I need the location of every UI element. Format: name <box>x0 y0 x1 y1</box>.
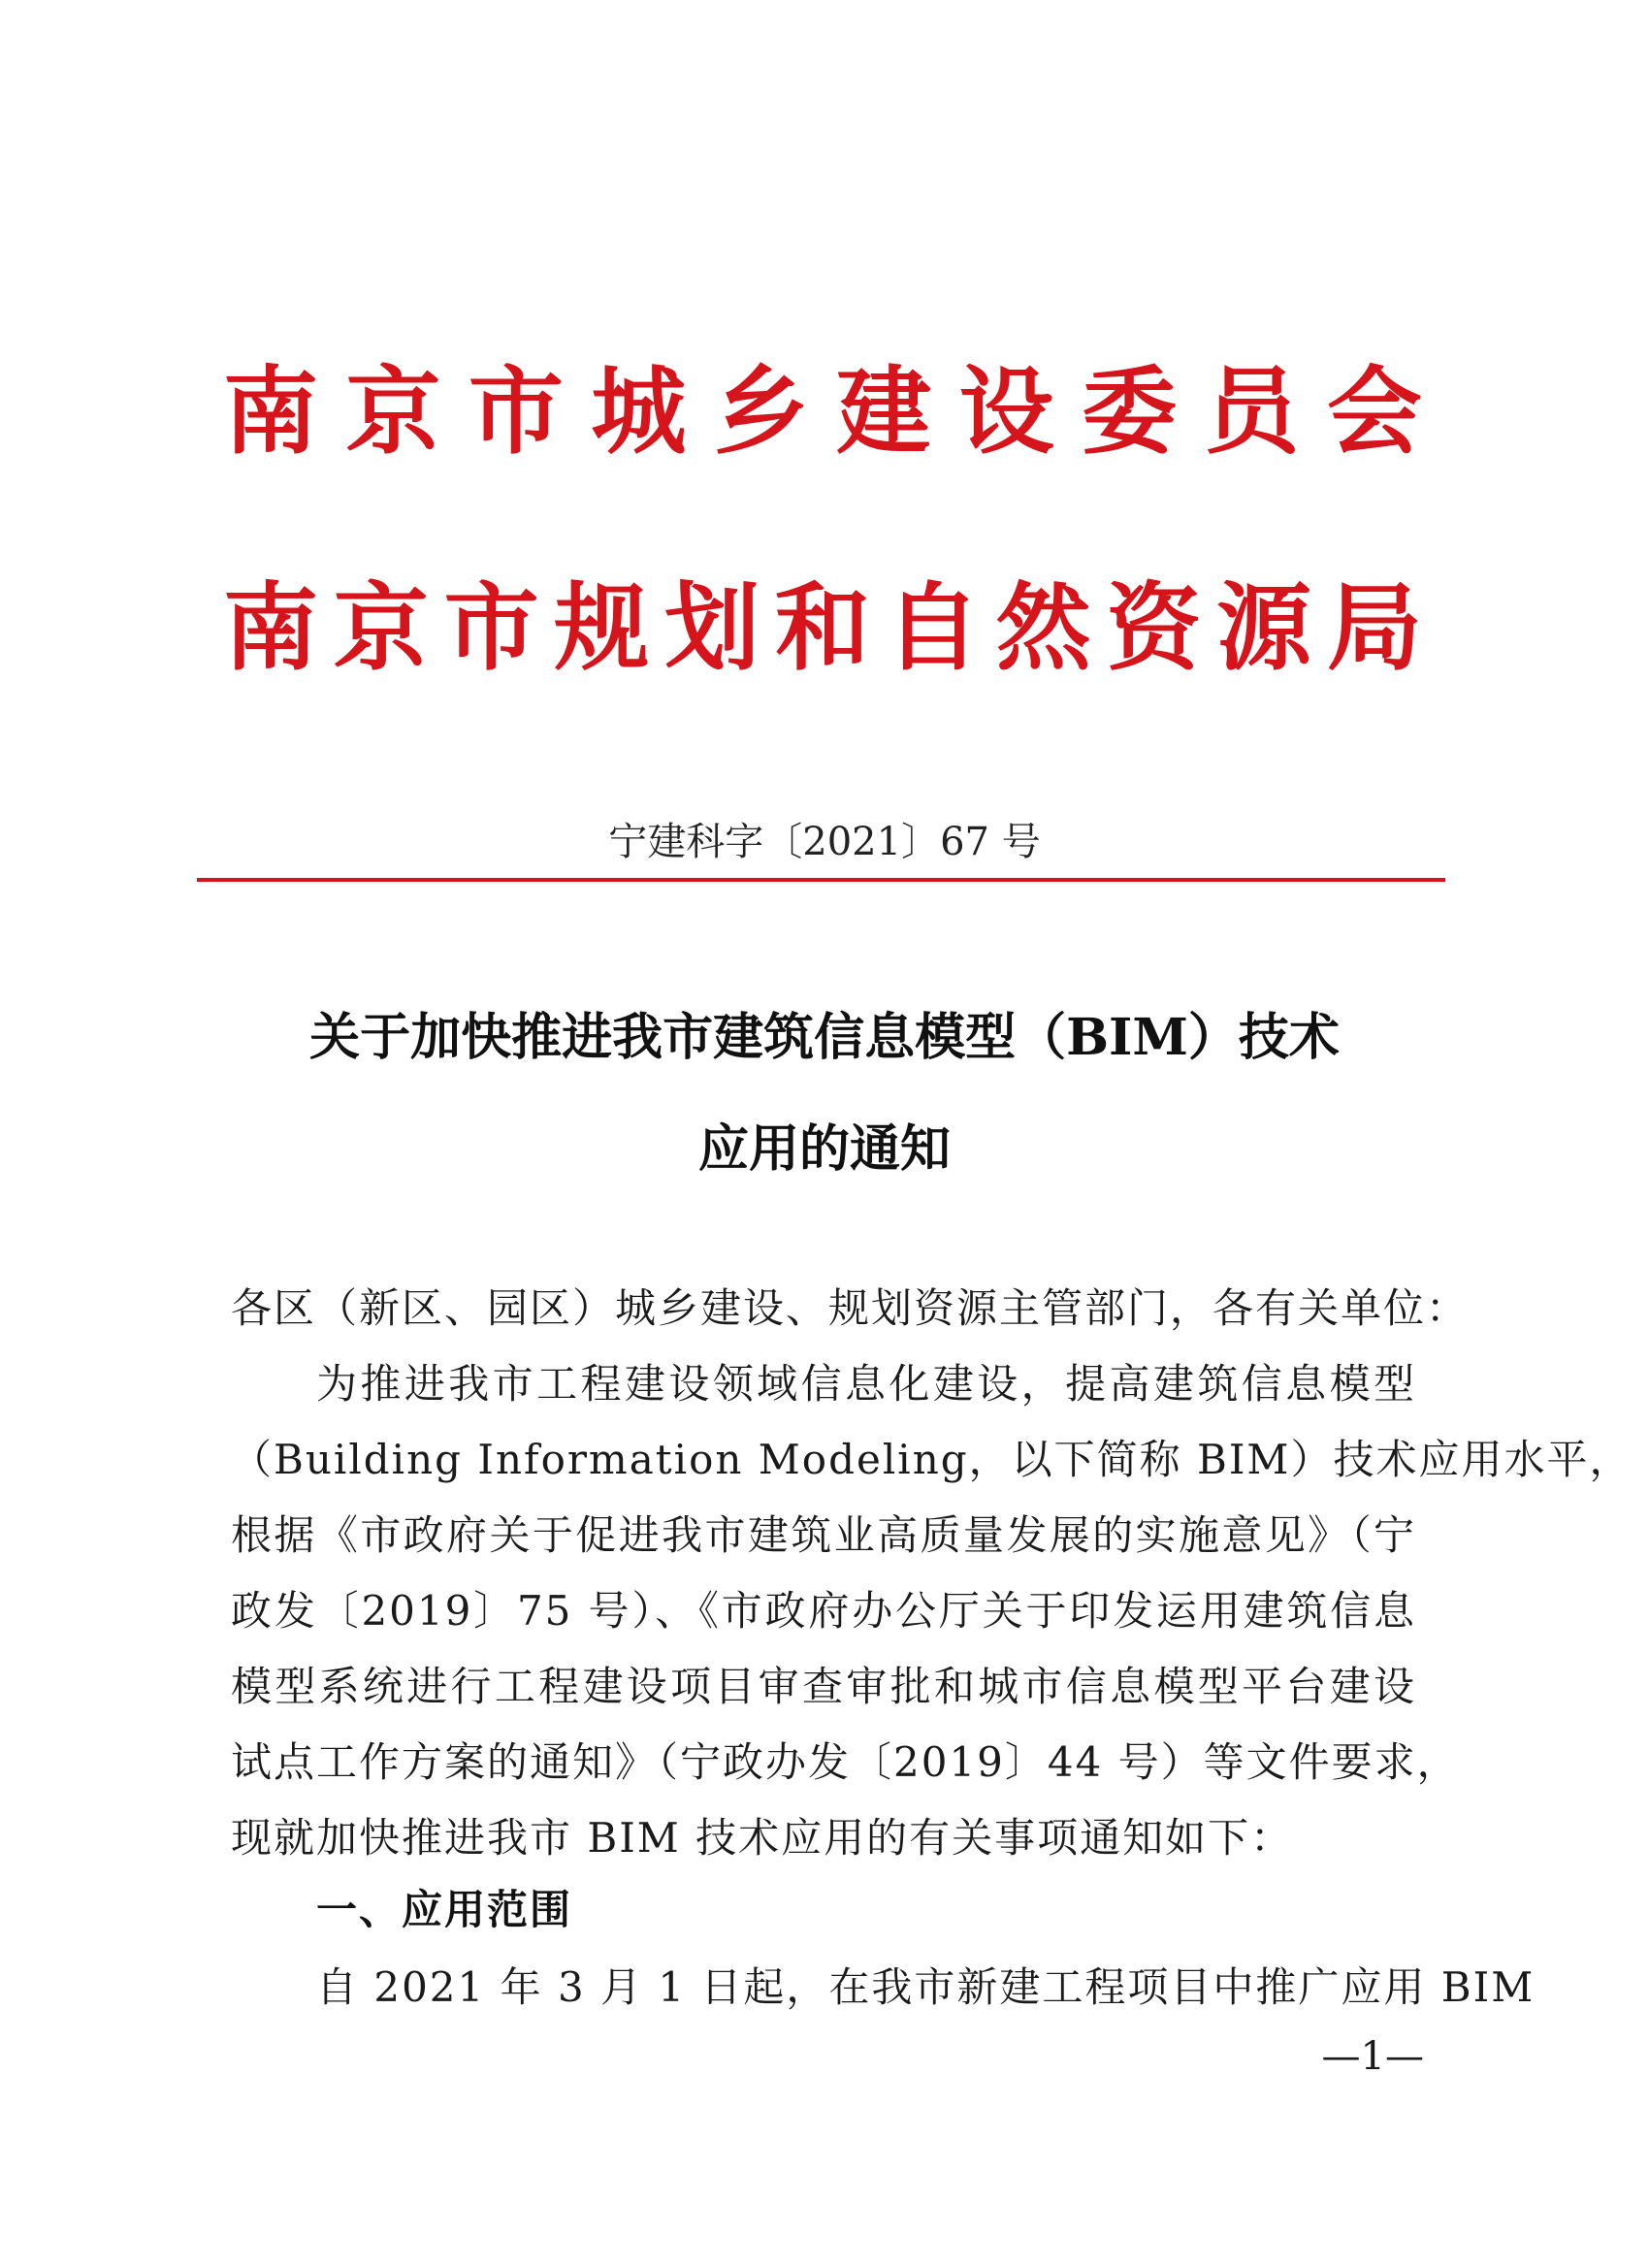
body-line: 试点工作方案的通知》（宁政办发〔2019〕44 号）等文件要求， <box>231 1738 1460 1786</box>
body-line: 为推进我市工程建设领域信息化建设，提高建筑信息模型 <box>316 1360 1416 1408</box>
document-title-line-1: 关于加快推进我市建筑信息模型（BIM）技术 <box>309 1008 1340 1067</box>
document-title-line-2: 应用的通知 <box>697 1119 951 1179</box>
section-paragraph <box>231 1950 1536 2025</box>
section-line: 自 2021 年 3 月 1 日起，在我市新建工程项目中推广应用 BIM <box>316 1963 1536 2011</box>
body-line: （Building Information Modeling，以下简称 BIM）技术应用水平， <box>231 1436 1633 1483</box>
page-number: —1— <box>1321 2034 1424 2079</box>
section-heading-scope: 一、应用范围 <box>316 1886 573 1933</box>
body-line: 现就加快推进我市 BIM 技术应用的有关事项通知如下： <box>231 1814 1294 1862</box>
issuer-name-construction-committee: 南京市城乡建设委员会 <box>223 357 1426 468</box>
salutation <box>231 1271 1470 1346</box>
red-separator-line <box>197 878 1445 882</box>
issuer-name-planning-bureau: 南京市规划和自然资源局 <box>223 573 1426 684</box>
body-line: 根据《市政府关于促进我市建筑业高质量发展的实施意见》（宁 <box>231 1511 1416 1559</box>
body-line: 政发〔2019〕75 号）、《市政府办公厅关于印发运用建筑信息 <box>231 1587 1416 1635</box>
document-number: 宁建科字〔2021〕67 号 <box>608 820 1041 864</box>
body-paragraph <box>231 1346 1633 1876</box>
body-line: 模型系统进行工程建设项目审查审批和城市信息模型平台建设 <box>231 1663 1416 1710</box>
salutation-text: 各区（新区、园区）城乡建设、规划资源主管部门，各有关单位： <box>231 1284 1470 1332</box>
